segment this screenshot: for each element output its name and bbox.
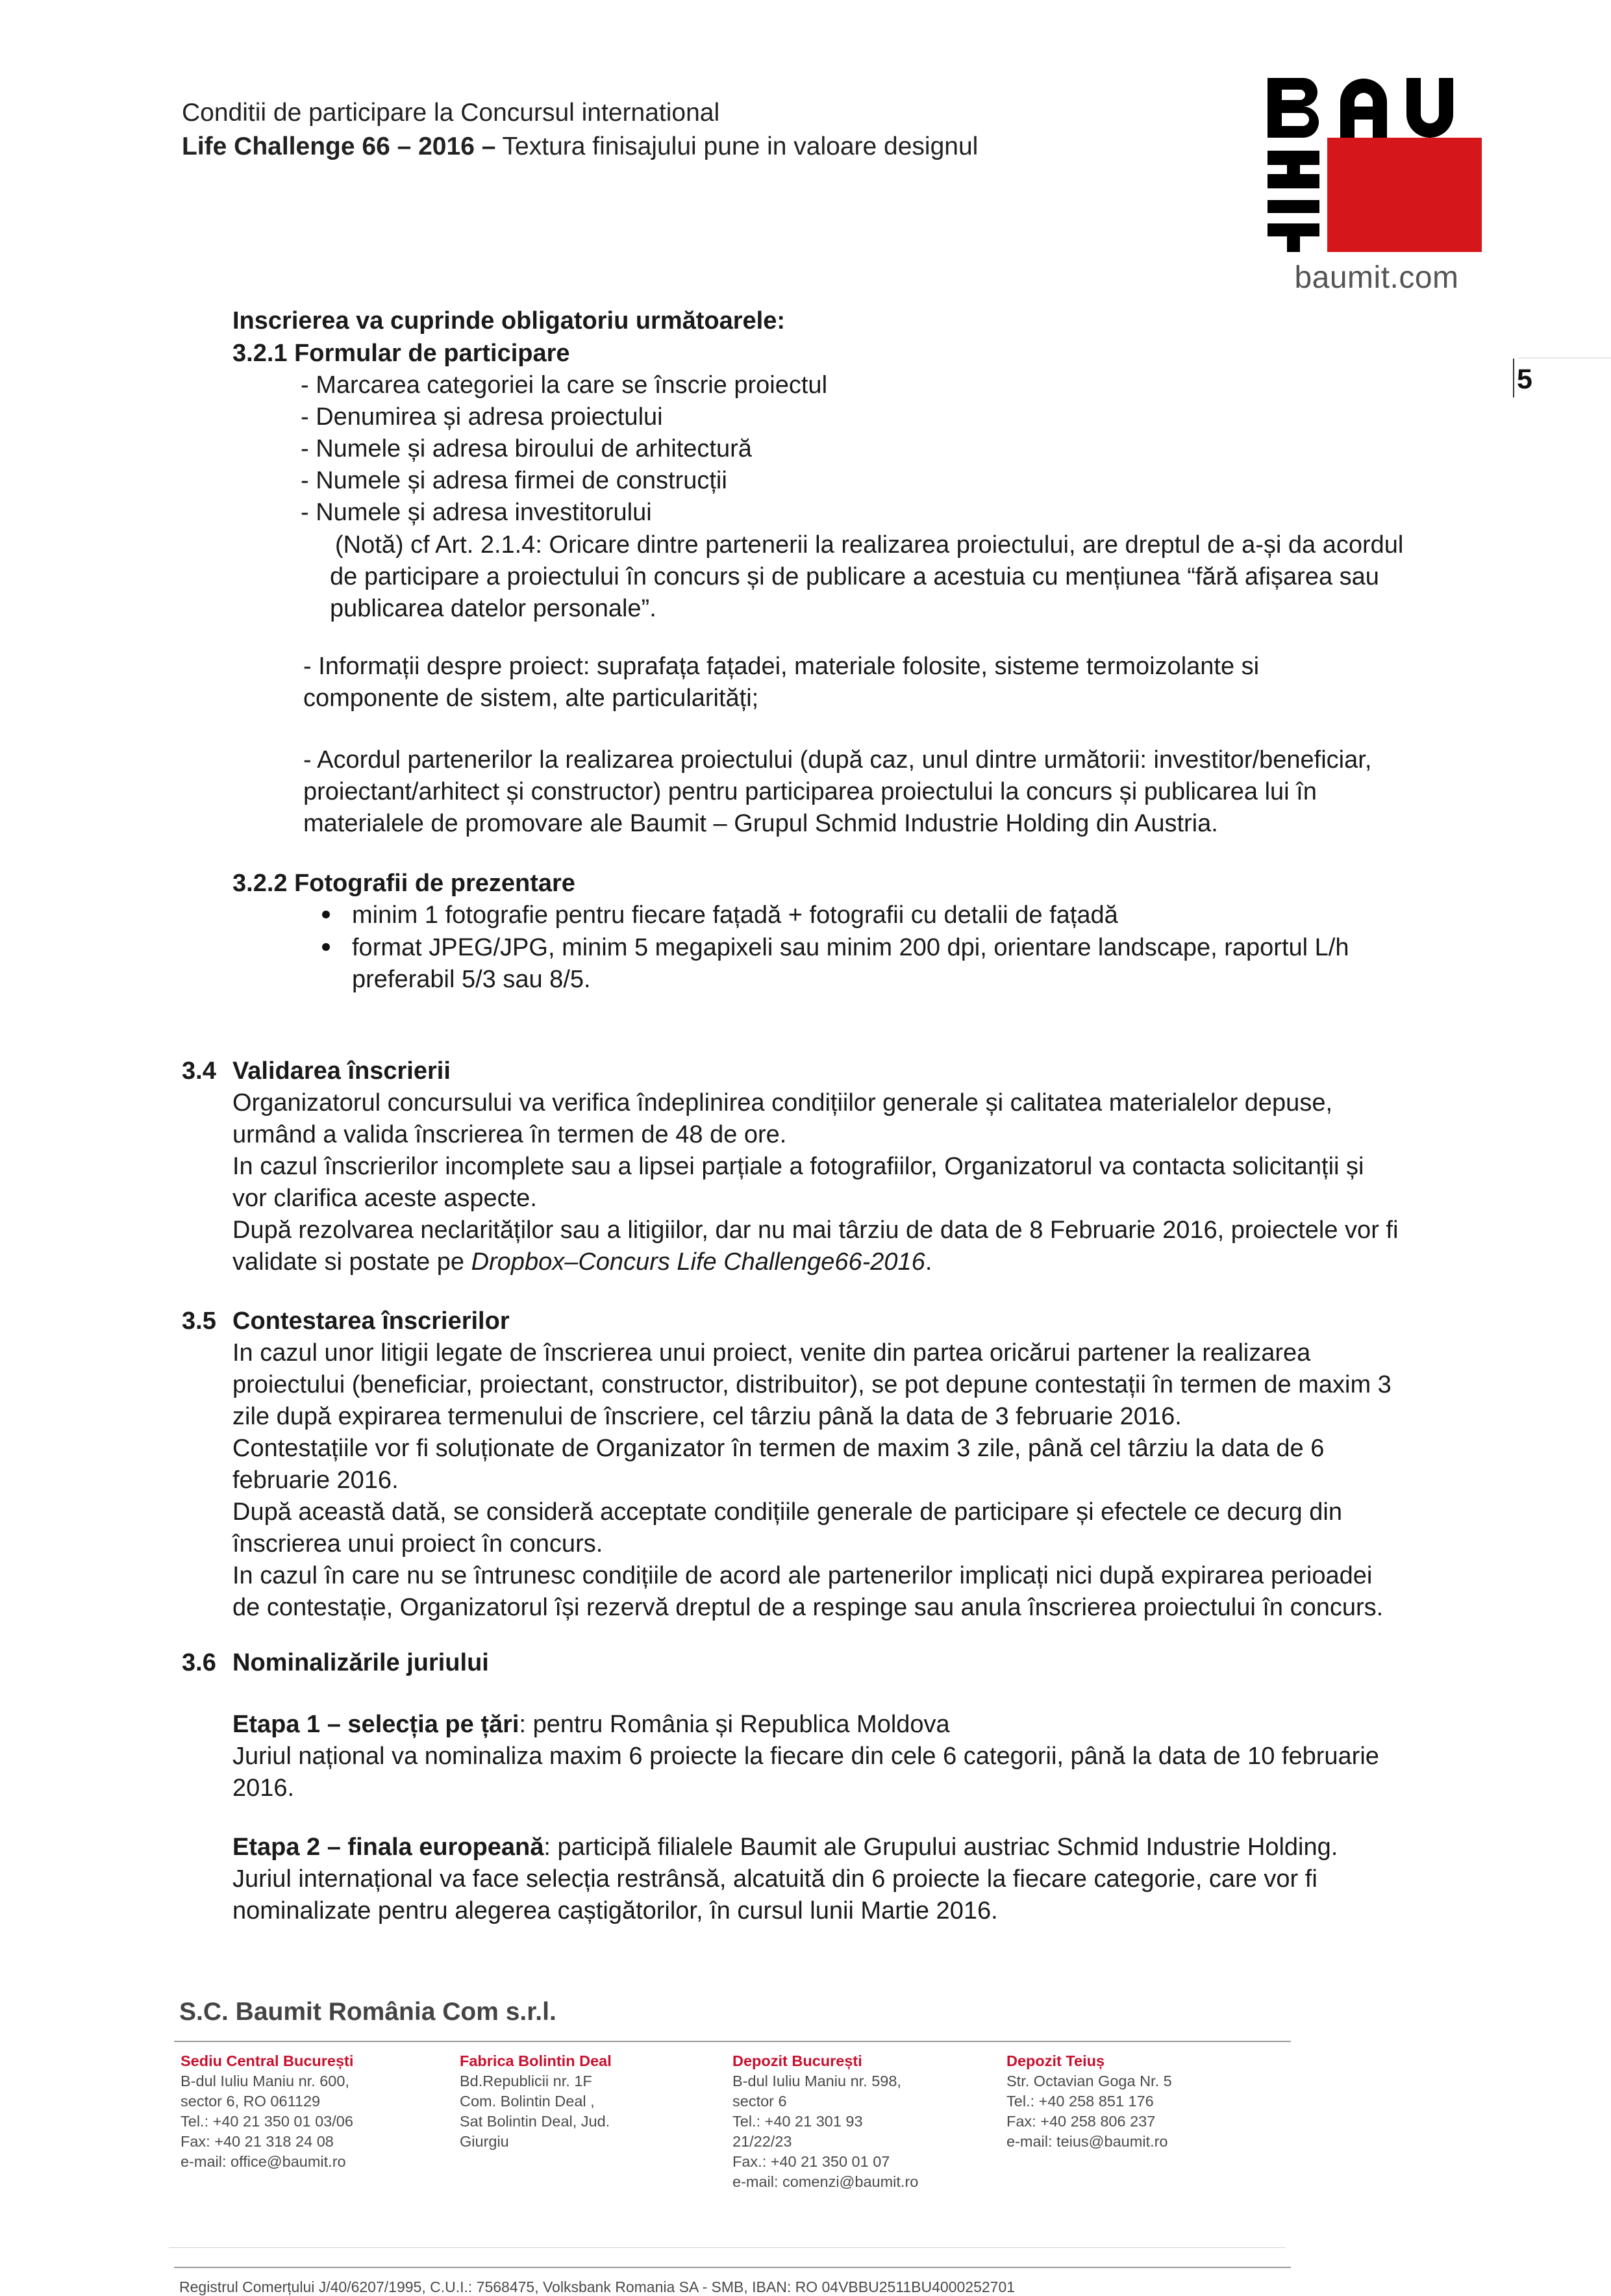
paragraph-line: urmând a valida înscrierea în termen de 48 de ore.: [232, 1121, 787, 1148]
paragraph-line: zile după expirarea termenului de înscriere, cel târziu până la data de 3 februarie 2016.: [232, 1403, 1182, 1430]
baumit-logo-mark: [1268, 73, 1482, 252]
footer-line: e-mail: comenzi@baumit.ro: [732, 2173, 919, 2190]
note-line: de participare a proiectului în concurs și de publicare a acestuia cu mențiunea “fără afișarea sau: [330, 563, 1379, 590]
section-3-2-2-title: 3.2.2 Fotografii de prezentare: [232, 870, 575, 897]
footer-line: e-mail: office@baumit.ro: [181, 2153, 346, 2170]
agreement-line: - Acordul partenerilor la realizarea proiectului (după caz, unul dintre următorii: investitor/beneficiar,: [303, 746, 1372, 774]
list-item: - Numele și adresa firmei de construcții: [301, 467, 727, 494]
footer-line: Giurgiu: [460, 2133, 509, 2150]
note-line: (Notă) cf Art. 2.1.4: Oricare dintre partenerii la realizarea proiectului, are dreptul de a-și da acordul: [335, 531, 1404, 559]
footer-line: sector 6, RO 061129: [181, 2093, 321, 2110]
paragraph-line: In cazul înscrierilor incomplete sau a lipsei parțiale a fotografiilor, Organizatorul va contacta solicitanții și: [232, 1153, 1364, 1180]
footer-column-depot-bucharest: [732, 2051, 918, 2192]
footer-line: Fax: +40 21 318 24 08: [181, 2133, 334, 2150]
footer-line: Tel.: +40 21 350 01 03/06: [181, 2113, 353, 2130]
footer-line: B-dul Iuliu Maniu nr. 600,: [181, 2073, 349, 2089]
bullet-icon: [322, 943, 330, 951]
footer-line: Sat Bolintin Deal, Jud.: [460, 2113, 610, 2130]
paragraph-line: După rezolvarea neclarităților sau a litigiilor, dar nu mai târziu de data de 8 Februarie 2016, proiectele vor fi: [232, 1217, 1399, 1244]
header-line-2: [182, 130, 978, 164]
paragraph-line: înscrierea unui proiect în concurs.: [232, 1530, 603, 1558]
stage-1-scope: : pentru România și Republica Moldova: [519, 1711, 950, 1738]
footer-line: sector 6: [732, 2093, 787, 2110]
section-3-5-title: Contestarea înscrierilor: [232, 1307, 510, 1335]
dropbox-prefix: validate si postate pe: [232, 1248, 471, 1276]
dropbox-suffix: .: [925, 1248, 932, 1276]
bullet-icon: [322, 911, 330, 918]
footer-line: Com. Bolintin Deal ,: [460, 2093, 595, 2110]
list-item: - Numele și adresa biroului de arhitectură: [301, 435, 752, 462]
footer-column-headquarters: [181, 2051, 353, 2172]
page-number-bar: [1513, 359, 1514, 397]
footer-line: Bd.Republicii nr. 1F: [460, 2073, 592, 2089]
paragraph-line: Contestațiile vor fi soluționate de Organizator în termen de maxim 3 zile, până cel târziu la data de 6: [232, 1435, 1325, 1462]
footer-column-factory: [460, 2051, 612, 2152]
section-3-6-number: 3.6: [182, 1649, 216, 1676]
paragraph-line: proiectului (beneficiar, proiectant, constructor, distribuitor), se pot depune contestații în termen de maxim 3: [232, 1371, 1392, 1398]
footer-line: e-mail: teius@baumit.ro: [1006, 2133, 1168, 2150]
section-3-4-title: Validarea înscrierii: [232, 1057, 451, 1085]
agreement-line: proiectant/arhitect și constructor) pentru participarea proiectului la concurs și publicarea lui în: [303, 778, 1317, 805]
paragraph-line: 2016.: [232, 1774, 295, 1802]
footer-column-title: Fabrica Bolintin Deal: [460, 2052, 612, 2069]
footer-divider-bottom: [174, 2267, 1291, 2268]
paragraph-line: In cazul în care nu se întrunesc condițiile de acord ale partenerilor implicați nici după expirarea perioadei: [232, 1562, 1373, 1589]
stage-2-line: [232, 1832, 1338, 1863]
list-item: - Marcarea categoriei la care se înscrie proiectul: [301, 372, 828, 399]
footer-line: B-dul Iuliu Maniu nr. 598,: [732, 2073, 901, 2089]
bullet-item: minim 1 fotografie pentru fiecare fațadă + fotografii cu detalii de fațadă: [352, 902, 1118, 929]
note-line: publicarea datelor personale”.: [330, 595, 656, 622]
footer-column-title: Sediu Central București: [181, 2052, 354, 2069]
footer-column-depot-teius: [1006, 2051, 1172, 2152]
footer-column-title: Depozit Teiuș: [1006, 2052, 1105, 2069]
footer-company-name: S.C. Baumit România Com s.r.l.: [179, 1998, 556, 2026]
paragraph-line-dropbox: [232, 1246, 932, 1278]
footer-line: 21/22/23: [732, 2133, 792, 2150]
section-3-2-1-title: 3.2.1 Formular de participare: [232, 340, 570, 367]
agreement-line: materialele de promovare ale Baumit – Grupul Schmid Industrie Holding din Austria.: [303, 810, 1218, 837]
paragraph-line: de contestație, Organizatorul își rezervă dreptul de a respinge sau anula înscrierea proiectului în concurs.: [232, 1594, 1384, 1621]
document-header: [182, 96, 978, 164]
section-3-5-number: 3.5: [182, 1307, 216, 1335]
info-line: - Informații despre proiect: suprafața fațadei, materiale folosite, sisteme termoizolante si: [303, 653, 1260, 680]
bullet-item: format JPEG/JPG, minim 5 megapixeli sau minim 200 dpi, orientare landscape, raportul L/h: [352, 934, 1349, 961]
info-line: componente de sistem, alte particularități;: [303, 685, 759, 712]
paragraph-line: In cazul unor litigii legate de înscrierea unui proiect, venite din partea oricărui partener la realizarea: [232, 1339, 1311, 1367]
footer-line: Tel.: +40 21 301 93: [732, 2113, 863, 2130]
header-title-bold: Life Challenge 66 – 2016 –: [182, 132, 496, 160]
header-subtitle: Textura finisajului pune in valoare designul: [495, 132, 979, 160]
page-number-divider: [1518, 357, 1611, 359]
footer-line: Fax.: +40 21 350 01 07: [732, 2153, 890, 2170]
footer-line: Str. Octavian Goga Nr. 5: [1006, 2073, 1172, 2089]
footer-registry: Registrul Comerțului J/40/6207/1995, C.U.I.: 7568475, Volksbank Romania SA - SMB, IBAN: RO 04VBBU2511BU4000252701: [179, 2278, 1016, 2295]
footer-divider: [174, 2041, 1291, 2042]
footer-line: Fax: +40 258 806 237: [1006, 2113, 1156, 2130]
paragraph-line: nominalizate pentru alegerea caștigătorilor, în cursul lunii Martie 2016.: [232, 1897, 998, 1924]
footer-line: Tel.: +40 258 851 176: [1006, 2093, 1154, 2110]
stage-1-line: [232, 1709, 950, 1741]
list-item: - Numele și adresa investitorului: [301, 499, 652, 526]
paragraph-line: februarie 2016.: [232, 1467, 399, 1494]
list-item: - Denumirea și adresa proiectului: [301, 403, 663, 431]
header-line-1: Conditii de participare la Concursul international: [182, 99, 720, 127]
paragraph-line: Juriul internațional va face selecția restrânsă, alcatuită din 6 proiecte la fiecare categorie, care vor fi: [232, 1865, 1318, 1893]
page-bottom-rule: [169, 2247, 1286, 2248]
stage-2-title: Etapa 2 – finala europeană: [232, 1834, 544, 1861]
section-3-4-number: 3.4: [182, 1057, 216, 1085]
dropbox-reference: Dropbox–Concurs Life Challenge66-2016: [471, 1248, 925, 1276]
bullet-item-continuation: preferabil 5/3 sau 8/5.: [352, 966, 591, 993]
paragraph-line: vor clarifica aceste aspecte.: [232, 1185, 537, 1212]
paragraph-line: Organizatorul concursului va verifica îndeplinirea condițiilor generale și calitatea materialelor depuse,: [232, 1089, 1333, 1116]
page-number: 5: [1517, 364, 1532, 395]
footer-column-title: Depozit București: [732, 2052, 862, 2069]
intro-heading: Inscrierea va cuprinde obligatoriu următoarele:: [232, 307, 786, 334]
paragraph-line: Juriul național va nominaliza maxim 6 proiecte la fiecare din cele 6 categorii, până la data de 10 februarie: [232, 1743, 1379, 1770]
baumit-logo: [1268, 73, 1482, 252]
stage-2-scope: : participă filialele Baumit ale Grupului austriac Schmid Industrie Holding.: [543, 1834, 1338, 1861]
section-3-6-title: Nominalizările juriului: [232, 1649, 489, 1676]
stage-1-title: Etapa 1 – selecția pe țări: [232, 1711, 519, 1738]
logo-url: baumit.com: [1294, 260, 1459, 295]
paragraph-line: După această dată, se consideră acceptate condițiile generale de participare și efectele ce decurg din: [232, 1498, 1342, 1526]
